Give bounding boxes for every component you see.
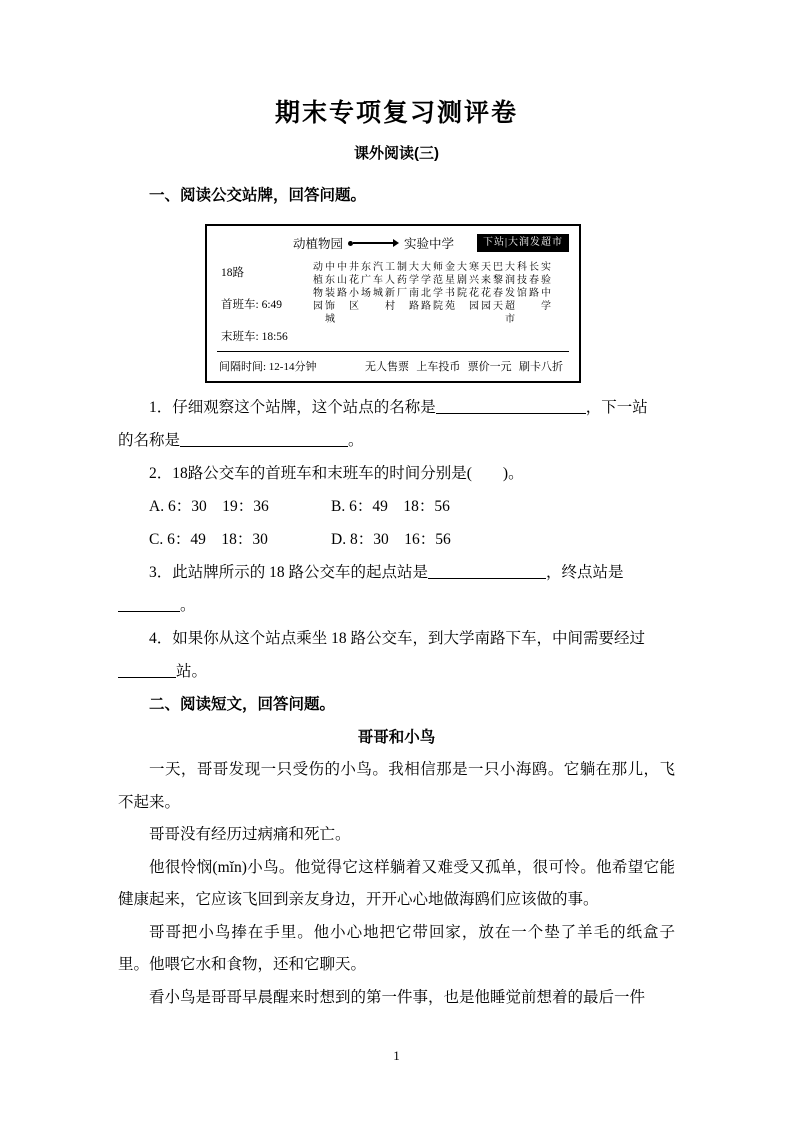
section-two-heading: 二、阅读短文，回答问题。 <box>149 696 336 713</box>
question-1-line-1 <box>118 391 675 424</box>
question-3-line-1 <box>118 556 675 589</box>
question-3-period: 。 <box>180 597 196 614</box>
fare-note: 票价一元 <box>467 361 512 373</box>
question-2-text: 2．18路公交车的首班车和末班车的时间分别是( )。 <box>149 465 524 482</box>
story-paragraph: 看小鸟是哥哥早晨醒来时想到的第一件事，也是他睡觉前想着的最后一件 <box>149 988 646 1006</box>
station-name: 东 广 场 <box>361 262 371 299</box>
interval-time: 间隔时间: 12-14分钟 <box>219 361 317 373</box>
answer-option: D. 8：30 16：56 <box>331 531 451 548</box>
answer-blank <box>180 432 348 447</box>
question-3-text-cont: ，终点站是 <box>546 564 624 581</box>
station-name: 大 学 南 路 <box>409 262 419 312</box>
station-name: 中 东 装 饰 城 <box>325 262 335 325</box>
station-name: 制 药 厂 <box>397 262 407 299</box>
station-name: 中 山 路 <box>337 262 347 299</box>
question-4-text-cont: 站。 <box>176 663 208 680</box>
route-end-terminus: 实验中学 <box>404 237 455 251</box>
next-stop-badge: 下站|大润发超市 <box>477 234 569 252</box>
arrow-head-icon <box>393 239 399 247</box>
station-name: 工 人 新 村 <box>385 262 395 312</box>
page-number: 1 <box>393 1048 400 1063</box>
answer-blank <box>428 564 546 579</box>
question-1-text-cont2: 的名称是 <box>118 432 181 449</box>
station-name: 汽 车 城 <box>373 262 383 299</box>
question-1-text: 1．仔细观察这个站牌，这个站点的名称是 <box>149 399 436 416</box>
page-subtitle: 课外阅读(三) <box>354 145 439 162</box>
station-name: 寒 兴 花 园 <box>469 262 479 312</box>
story-paragraphs <box>118 754 675 1014</box>
station-name: 大 学 北 路 <box>421 262 431 312</box>
story-paragraph: 哥哥把小鸟捧在手里。他小心地把它带回家，放在一个垫了羊毛的纸盒子里。他喂它水和食物，还和它聊天。 <box>118 923 675 973</box>
station-name: 实 验 中 学 <box>541 262 551 312</box>
question-4-line-2 <box>118 655 675 688</box>
story-paragraph: 他很怜悯(mǐn)小鸟。他觉得它这样躺着又难受又孤单，很可怜。他希望它能健康起来，它应该飞回到亲友身边，开开心心地做海鸥们应该做的事。 <box>118 858 675 908</box>
bus-sign-body <box>217 259 569 344</box>
station-name: 大 剧 院 <box>457 262 467 299</box>
station-name: 大 润 发 超 市 <box>505 262 515 325</box>
question-2-line <box>118 457 675 490</box>
question-1-text-cont: ，下一站 <box>585 399 648 416</box>
bus-sign-info-column <box>217 259 313 344</box>
station-name: 巴 黎 春 天 <box>493 262 503 312</box>
station-name: 动 植 物 园 <box>313 262 323 312</box>
question-1-period: 。 <box>348 432 364 449</box>
question-3-text: 3．此站牌所示的 18 路公交车的起点站是 <box>149 564 429 581</box>
answer-blank <box>436 399 586 414</box>
answer-blank <box>118 663 176 678</box>
station-name: 天 来 花 园 <box>481 262 491 312</box>
route-number: 18路 <box>221 267 244 279</box>
fare-note: 上车投币 <box>416 361 461 373</box>
question-4-line-1 <box>118 622 675 655</box>
first-bus-time: 首班车: 6:49 <box>221 299 283 311</box>
fare-notes <box>365 358 567 374</box>
question-1-line-2 <box>118 424 675 457</box>
bus-stop-sign <box>205 224 581 383</box>
station-name: 科 技 馆 <box>517 262 527 299</box>
arrow-shaft <box>353 242 393 244</box>
station-name: 师 范 学 院 <box>433 262 443 312</box>
bus-sign-header <box>217 232 569 254</box>
answer-blank <box>118 597 180 612</box>
question-4-text: 4．如果你从这个站点乘坐 18 路公交车，到大学南路下车，中间需要经过 <box>149 630 646 647</box>
question-3-line-2 <box>118 589 675 622</box>
station-name: 长 春 路 <box>529 262 539 299</box>
page-title: 期末专项复习测评卷 <box>274 99 518 127</box>
q2-options <box>118 490 675 556</box>
station-name: 井 花 小 区 <box>349 262 359 312</box>
story-paragraph: 一天，哥哥发现一只受伤的小鸟。我相信那是一只小海鸥。它躺在那儿，飞不起来。 <box>118 761 675 811</box>
route-start-terminus: 动植物园 <box>293 237 344 251</box>
story-paragraph: 哥哥没有经历过病痛和死亡。 <box>149 826 351 843</box>
answer-option: B. 6：49 18：56 <box>331 498 450 515</box>
fare-note: 无人售票 <box>365 361 409 373</box>
story-title: 哥哥和小鸟 <box>357 729 436 746</box>
bus-sign-footer <box>217 351 569 374</box>
station-grid <box>313 259 569 344</box>
answer-option: C. 6：49 18：30 <box>149 531 268 548</box>
answer-option: A. 6：30 19：36 <box>149 498 269 515</box>
station-name: 金 星 书 苑 <box>445 262 455 312</box>
fare-note: 刷卡八折 <box>518 361 563 373</box>
route-direction-arrow-icon <box>348 239 399 247</box>
section-one-heading: 一、阅读公交站牌，回答问题。 <box>149 187 367 204</box>
last-bus-time: 末班车: 18:56 <box>221 331 288 343</box>
